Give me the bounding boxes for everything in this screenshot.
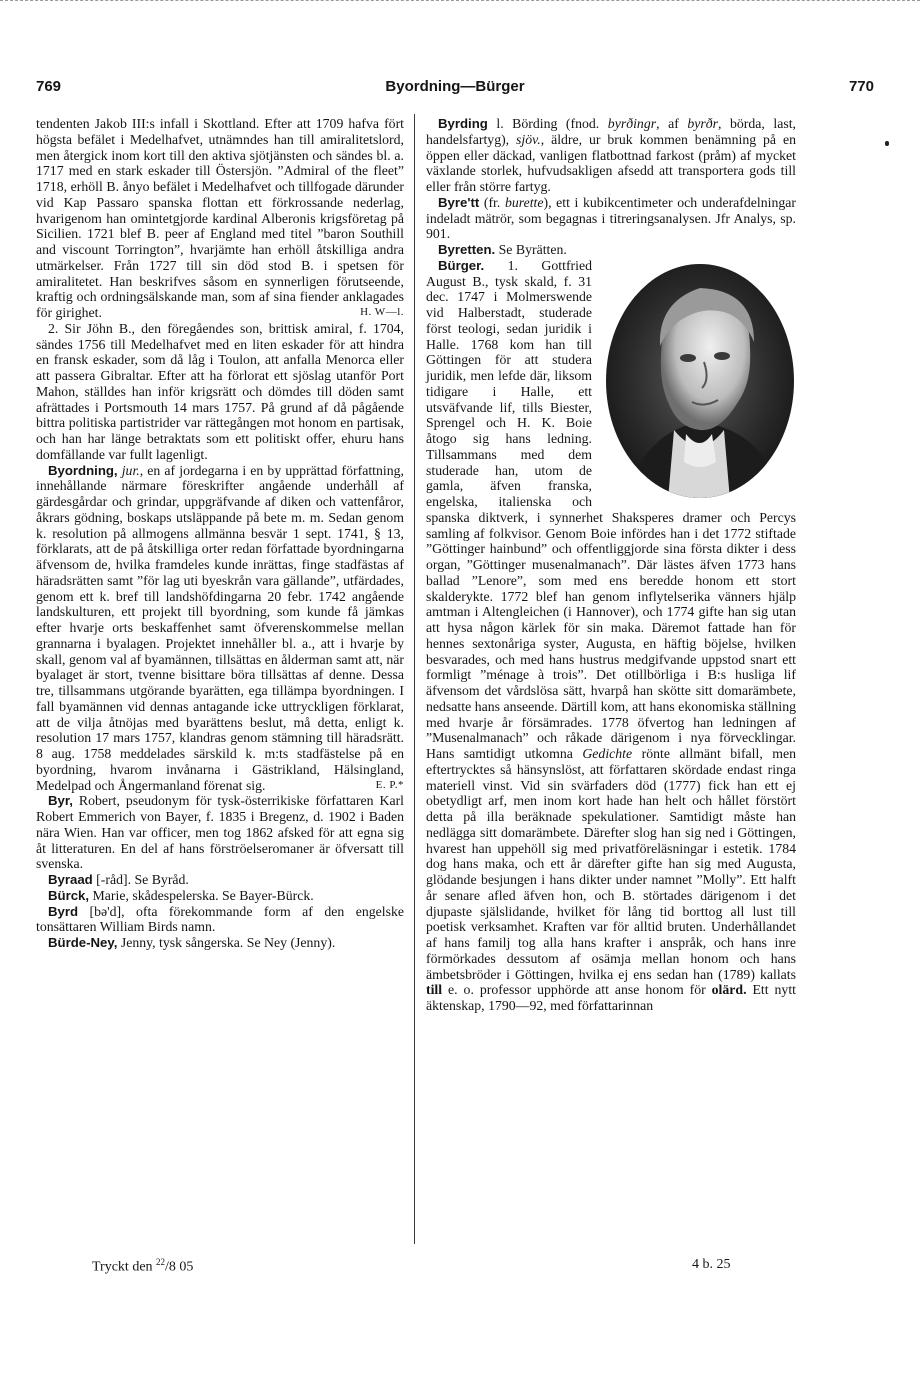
author-signature: E. P.* [375, 778, 404, 791]
etymon: burette [504, 194, 544, 210]
print-date-prefix: Tryckt den [92, 1259, 157, 1275]
entry-text: , en af jordegarna i en by upprättad författning, innehållande närmare föreskrifter angående underhåll af gärdesgårdar och grindar, uppgräfvande af diken och vattenfåror, åkrars gödning, boskaps utsläppande på bete m. m. Sedan genom k. resolution på allmogens allmänna besvär 1 sept. 1741, § 13, förklarats, att de på åtskilliga orter redan författade byordningarna äfvensom de, hvilka framdeles kunde inrättas, finge stadfästas af häradsrätten samt ”för lag uti byeskrån vara gällande”, utfärdades, genom ett k. bref till landshöfdingarna 20 febr. 1742 angående landskulturen, ett projekt till byordning, som kunde få jämkas efter hvarje orts beskaffenhet samt öfverenskommelse mellan grannarna i byalagen. Projektet innehåller bl. a., att i hvarje by skall, genom val af byamännen, tillsättas en ålderman samt att, när byalaget är stort, tvenne bisittare böra tillsättas af denne. Dessa tre, tillsammans utgörande byarätten, ega tillämpa byordningen. I fall byamännen vid dennas antagande icke uttryckligen förklarat, att de vilja åtnöjas med byarättens beslut, må detta, enligt k. resolution 17 mars 1757, klandras genom stämning till häradsrätt. 8 aug. 1758 meddelades särskild k. m:ts stadfästelse på en byordning, hvarom invånarna i Gästrikland, Hälsingland, Medelpad och Ångermanland förenat sig. [36, 462, 404, 793]
entry-byraad [36, 872, 404, 888]
headword: Byretten. [438, 242, 496, 257]
headword: Byordning, [48, 462, 118, 478]
running-title: Byordning—Bürger [385, 78, 525, 95]
entry-text: Robert, pseudonym för tysk-österrikiske författaren Karl Robert Emmerich von Bayer, f. 1835 i Bregenz, d. 1902 i Baden nära Wien. Han var officer, men tog 1862 afsked för att egna sig åt litteraturen. En del af hans förströelseromaner är öfversatt till svenska. [36, 793, 405, 872]
headword: Bürck, [48, 887, 90, 903]
column-divider [414, 114, 415, 1244]
headword: Byrd [48, 903, 79, 919]
headword: Byraad [48, 872, 93, 887]
right-column [426, 116, 796, 1014]
page-number-right: 770 [848, 78, 874, 95]
entry-text: Jenny, tysk sångerska. Se Ney (Jenny). [120, 935, 336, 950]
margin-ink-dot [885, 141, 889, 146]
entry-text: tendenten Jakob III:s infall i Skottland. Efter att 1709 hafva fört högsta befälet i Medelhafvet, utnämndes han till amiralitetslord, men återgick inom kort till den aktiva sjötjänsten och sändes bl. a. 1717 med en stark eskader till Östersjön. ”Admiral of the fleet” 1718, erhöll B. ånyo befälet i Medelhafvet och tillfogade därunder vid Kap Passaro spanska flottan ett förkrossande nederlag, hvarigenom han omintetgjorde kardinal Alberonis krigsföretag på Sicilien. 1721 blef B. peer af England med titel ”baron Southill and viscount Torrington”, hvarjämte han erhöll åtskilliga andra utmärkelser. Från 1727 till sin död stod B. i spetsen för amiralitetet. Han beskrifves såsom en synnerligen förutseende, kraftig och ordningsälskande man, som af sina fiender anklagades för girighet. [36, 116, 404, 320]
entry-text: 2. Sir Jöhn B., den föregåendes son, brittisk amiral, f. 1704, sändes 1756 till Medelhafvet med en liten eskader för att hindra en fransk eskader, som då låg i Toulon, att anfalla Menorca eller att passera Gibraltar. Efter att ha förlorat ett sjöslag utanför Port Mahon, ställdes han inför krigsrätt och dömdes till döden samt afrättades i Portsmouth 14 mars 1757. På grund af då pågående bittra politiska partistrider var rättegången mot honom en partisak, och han har länge betraktats som ett politiskt offer, ehuru hans domfällande var fullt lagenligt. [36, 320, 404, 462]
entry-text: 1. Gottfried August B., tysk skald, f. 31 dec. 1747 i Molmerswende vid Halberstadt, studerade först teologi, sedan juridik i Halle. 1768 kom han till Göttingen för att studera juridik, men lefde där, liksom tidigare i Halle, ett utsväfvande lif, tills Biester, Sprengel och H. K. Boie åtogo sig hans ledning. Tillsammans med dem studerade han, utom de gamla, äfven franska, engelska, italienska och spanska diktverk, i synnerhet Shaksperes dramer och Percys samling af folkvisor. Genom Boie infördes han i det 1772 stiftade ”Göttinger hainbund” och offentliggjorde sina första dikter i dess organ, ”Göttinger musenalmanach”. Där lästes äfven 1773 hans ballad ”Lenore”, som med ens beredde honom ett stort skalderykte. 1772 blef han genom inflytelserika vänners hjälp amtman i Altengleichen (i Hannover), och 1774 gifte han sig utan att hysa någon kärlek för sin maka. Däremot fattade han för hennes sextonåriga syster, Augusta, en häftig böjelse, hvilken besvarades, och med hans hustrus medgifvande uppstod snart ett formligt ”ménage à trois”. Det otillbörliga i B:s husliga lif äfvensom det vårdslösa sätt, hvarpå han skötte sitt domarämbete, nedsatte hans anseende. Därtill kom, att hans ekonomiska ställning med hvarje år försämrades. 1778 öfvertog han ledningen af ”Musenalmanach” och råkade därigenom i nya förvecklingar. Hans samtidigt utkomna [426, 257, 796, 761]
author-signature: H. W—l. [360, 306, 404, 318]
entry-byretten [426, 242, 796, 258]
abbreviation: jur. [121, 462, 140, 478]
entry-text: e. o. professor upphörde att anse honom för [442, 982, 712, 998]
bold-word: olärd. [711, 982, 747, 998]
print-date [92, 1257, 193, 1276]
entry-byrd [36, 904, 404, 936]
entry-text: [-råd]. Se Byråd. [96, 872, 189, 887]
entry-burde-ney [36, 935, 404, 951]
entry-text: ), ett i kubikcentimeter och underafdelningar indeladt mätrör, som begagnas i titreringsanalysen. Jfr Analys, sp. 901. [426, 194, 796, 242]
headword: Byrding [438, 116, 488, 131]
entry-byrett [426, 195, 796, 242]
entry-text: (fr. [483, 194, 505, 210]
entry-byng-continued [36, 116, 404, 321]
entry-text: rönte allmänt bifall, men eftertrycktes så hänsynslöst, att författaren skördade endast ringa materiell vinst. Vid sin svärfaders död (1777) fick han ett ej obetydligt arf, men inom kort hade han helt och hållet förstört detta på illa beräknade spekulationer. Samtidigt måste han nedlägga sitt domarämbete. Därefter slog han sig ned i Göttingen, hvarest han uppehöll sig med privatföreläsningar i estetik. 1784 dog hans maka, och ett år därefter gifte han sig med Augusta, glödande besjungen i hans dikter under namnet ”Molly”. Ett halft år senare afled äfven hon, och B. störtades därigenom i det djupaste själslidande, hvilket för lång tid borttog all lust till poetisk verksamhet. Kraften var för alltid bruten. Underhållandet af hans familj tog alla hans krafter i anspråk, och hans inre förmörkades dessutom af osämja mellan honom och hans ämbetsbröder i Göttingen, hvilka ej ens sedan han (1789) kallats [426, 746, 796, 982]
entry-text: Se Byrätten. [498, 242, 567, 257]
top-scan-rule [0, 0, 920, 1]
entry-burger [426, 258, 796, 1014]
bold-word: till [426, 982, 443, 998]
print-date-suffix: /8 05 [165, 1259, 194, 1275]
entry-text: , af [656, 116, 688, 131]
headword: Byr, [48, 793, 73, 809]
portrait-engraving-icon [604, 262, 796, 500]
entry-byr [36, 793, 404, 872]
headword: Bürger. [438, 257, 485, 273]
page-header [36, 78, 874, 98]
page-number-left: 769 [36, 78, 62, 95]
entry-john-byng [36, 321, 404, 463]
entry-text: , äldre, ur bruk kommen benämning på en öppen eller däckad, vanligen flatbottnad farkost (pråm) af mycket växlande storlek, hufvudsakligen afsedd att transportera gods till eller från större fartyg. [426, 131, 796, 194]
left-column [36, 116, 404, 951]
entry-burck [36, 888, 404, 904]
entry-text: Marie, skådespelerska. Se Bayer-Bürck. [92, 887, 314, 903]
headword: Bürde-Ney, [48, 935, 118, 950]
entry-text: [bə'd], ofta förekommande form af den engelske tonsättaren William Birds namn. [36, 903, 405, 935]
entry-byrding [426, 116, 796, 195]
entry-text: Ett nytt äktenskap, 1790—92, med författarinnan [426, 982, 796, 1013]
entry-text: , börda, last, handelsfartyg), [426, 116, 796, 147]
headword: Byre'tt [438, 194, 480, 210]
abbreviation: sjöv. [516, 131, 541, 147]
title-italic: Gedichte [582, 746, 633, 761]
print-date-day: 22 [156, 1257, 166, 1267]
entry-byordning [36, 463, 404, 794]
etymon: byrðingr [607, 116, 657, 131]
etymon: byrðr [687, 116, 718, 131]
sheet-signature: 4 b. 25 [692, 1257, 731, 1272]
entry-text: l. Börding (fnod. [496, 116, 608, 131]
